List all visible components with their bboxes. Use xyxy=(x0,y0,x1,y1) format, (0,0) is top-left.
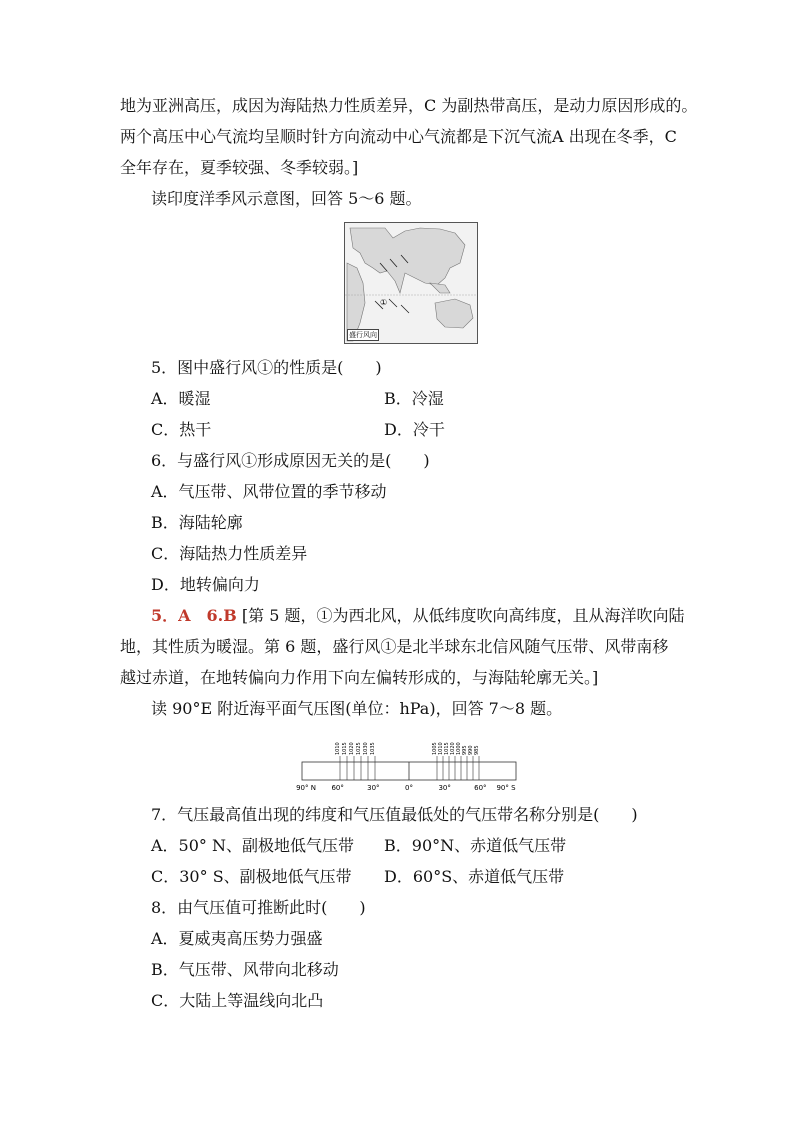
text-line: 读印度洋季风示意图，回答 5～6 题。 xyxy=(151,189,422,208)
option-b: B．气压带、风带向北移动 xyxy=(151,960,339,979)
option-a: A．气压带、风带位置的季节移动 xyxy=(151,482,387,501)
south-isobar-label: 990 xyxy=(468,745,474,755)
north-isobar-label: 1030 xyxy=(363,742,369,755)
map-legend: 盛行风向 xyxy=(349,331,377,339)
option-b: B．海陆轮廓 xyxy=(151,513,243,532)
wind-marker: ① xyxy=(380,298,388,307)
option-a: A．暖湿 xyxy=(151,389,211,408)
question-stem: 7．气压最高值出现的纬度和气压值最低处的气压带名称分别是( ) xyxy=(151,805,638,824)
option-c: C．30° S、副极地低气压带 xyxy=(151,867,352,886)
answer-explanation: 地，其性质为暖湿。第 6 题，盛行风①是北半球东北信风随气压带、风带南移 xyxy=(120,637,669,656)
question-stem: 6．与盛行风①形成原因无关的是( ) xyxy=(151,451,430,470)
option-c: C．热干 xyxy=(151,420,212,439)
south-isobar-label: 1010 xyxy=(438,742,444,755)
map-drawing xyxy=(345,223,477,343)
answer-explanation: [第 5 题，①为西北风，从低纬度吹向高纬度，且从海洋吹向陆 xyxy=(241,606,685,625)
answer-key: 5．A 6.B xyxy=(151,606,237,625)
pressure-diagram xyxy=(296,730,520,796)
option-d: D．冷干 xyxy=(384,420,445,439)
latitude-label: 30° xyxy=(438,784,451,792)
option-b: B．冷湿 xyxy=(384,389,444,408)
latitude-label: 60° xyxy=(331,784,344,792)
south-isobar-label: 985 xyxy=(474,745,480,755)
pressure-drawing xyxy=(296,730,520,796)
question-stem: 5．图中盛行风①的性质是( ) xyxy=(151,358,382,377)
north-isobar-label: 1010 xyxy=(335,742,341,755)
option-b: B．90°N、赤道低气压带 xyxy=(384,836,567,855)
answer-line xyxy=(151,606,684,626)
text-line: 地为亚洲高压，成因为海陆热力性质差异，C 为副热带高压，是动力原因形成的。 xyxy=(120,96,698,115)
text-line: 两个高压中心气流均呈顺时针方向流动中心气流都是下沉气流A 出现在冬季，C xyxy=(120,127,677,146)
text-line: 全年存在，夏季较强、冬季较弱。] xyxy=(120,158,359,177)
north-isobar-label: 1015 xyxy=(342,742,348,755)
question-stem: 8．由气压值可推断此时( ) xyxy=(151,898,366,917)
latitude-label: 0° xyxy=(405,784,413,792)
option-c: C．海陆热力性质差异 xyxy=(151,544,308,563)
answer-explanation: 越过赤道，在地转偏向力作用下向左偏转形成的，与海陆轮廓无关。] xyxy=(120,668,599,687)
text-line: 读 90°E 附近海平面气压图(单位：hPa)，回答 7～8 题。 xyxy=(151,699,563,718)
monsoon-map xyxy=(344,222,478,344)
north-isobar-label: 1035 xyxy=(370,742,376,755)
option-c: C．大陆上等温线向北凸 xyxy=(151,991,324,1010)
option-a: A．夏威夷高压势力强盛 xyxy=(151,929,323,948)
south-isobar-label: 1005 xyxy=(432,742,438,755)
latitude-label: 60° xyxy=(474,784,487,792)
north-isobar-label: 1020 xyxy=(349,742,355,755)
south-isobar-label: 1020 xyxy=(450,742,456,755)
south-isobar-label: 995 xyxy=(462,745,468,755)
option-a: A．50° N、副极地低气压带 xyxy=(151,836,355,855)
south-isobar-label: 1000 xyxy=(456,742,462,755)
latitude-label: 90° N xyxy=(296,784,316,792)
north-isobar-label: 1025 xyxy=(356,742,362,755)
option-d: D．地转偏向力 xyxy=(151,575,260,594)
latitude-label: 90° S xyxy=(496,784,516,792)
latitude-label: 30° xyxy=(367,784,380,792)
option-d: D．60°S、赤道低气压带 xyxy=(384,867,565,886)
south-isobar-label: 1015 xyxy=(444,742,450,755)
